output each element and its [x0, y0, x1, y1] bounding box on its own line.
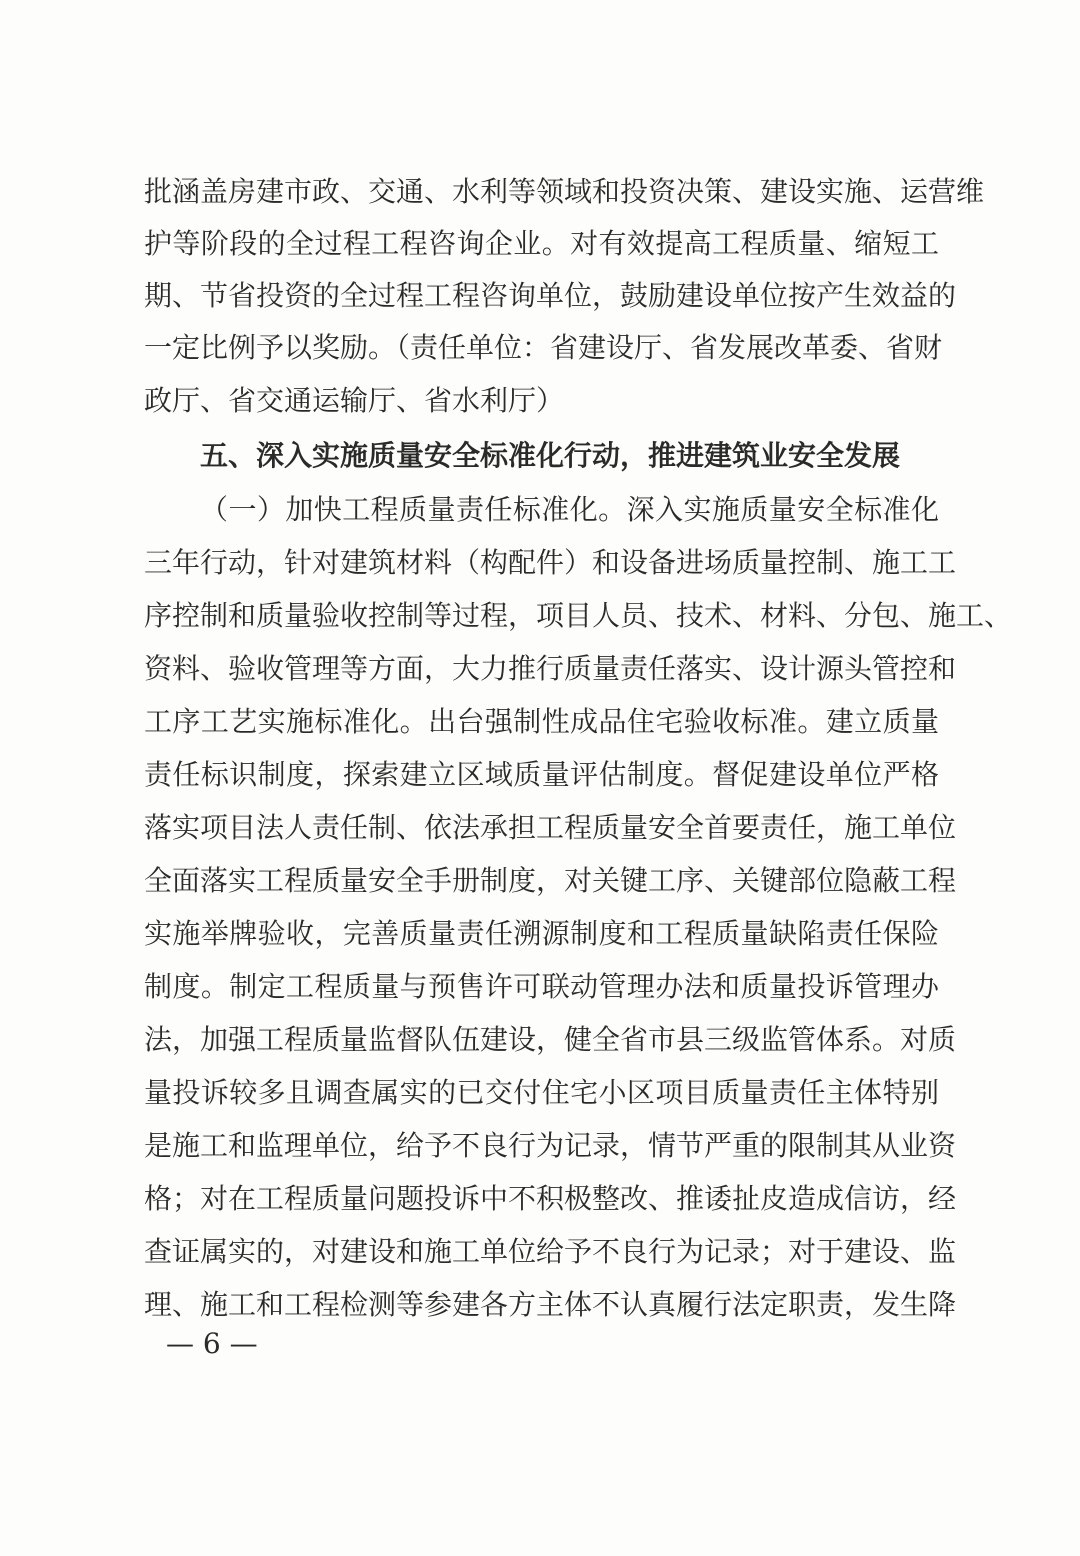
paragraph-line: 三年行动，针对建筑材料（构配件）和设备进场质量控制、施工工 [144, 546, 957, 579]
paragraph-line: 是施工和监理单位，给予不良行为记录，情节严重的限制其从业资 [144, 1129, 957, 1162]
paragraph-line: 查证属实的，对建设和施工单位给予不良行为记录；对于建设、监 [144, 1235, 957, 1268]
paragraph-line: 落实项目法人责任制、依法承担工程质量安全首要责任，施工单位 [144, 811, 957, 844]
paragraph-line: 量投诉较多且调查属实的已交付住宅小区项目质量责任主体特别 [144, 1076, 939, 1109]
paragraph-line: （一）加快工程质量责任标准化。深入实施质量安全标准化 [200, 493, 939, 526]
page-number: — 6 — [166, 1327, 258, 1360]
paragraph-line: 资料、验收管理等方面，大力推行质量责任落实、设计源头管控和 [144, 652, 957, 685]
paragraph-line: 格；对在工程质量问题投诉中不积极整改、推诿扯皮造成信访，经 [144, 1182, 957, 1215]
paragraph-line: 序控制和质量验收控制等过程，项目人员、技术、材料、分包、施工、 [144, 599, 1013, 632]
paragraph-line: 工序工艺实施标准化。出台强制性成品住宅验收标准。建立质量 [144, 705, 939, 738]
paragraph-line: 全面落实工程质量安全手册制度，对关键工序、关键部位隐蔽工程 [144, 864, 957, 897]
paragraph-line: 法，加强工程质量监督队伍建设，健全省市县三级监管体系。对质 [144, 1023, 957, 1056]
paragraph-line: 政厅、省交通运输厅、省水利厅） [144, 384, 565, 417]
paragraph-line: 一定比例予以奖励。（责任单位：省建设厅、省发展改革委、省财 [144, 331, 943, 364]
paragraph-line: 制度。制定工程质量与预售许可联动管理办法和质量投诉管理办 [144, 970, 939, 1003]
paragraph-line: 实施举牌验收，完善质量责任溯源制度和工程质量缺陷责任保险 [144, 917, 939, 950]
paragraph-line: 理、施工和工程检测等参建各方主体不认真履行法定职责，发生降 [144, 1288, 957, 1321]
section-heading: 五、深入实施质量安全标准化行动，推进建筑业安全发展 [200, 439, 901, 472]
paragraph-line: 批涵盖房建市政、交通、水利等领域和投资决策、建设实施、运营维 [144, 175, 985, 208]
paragraph-line: 护等阶段的全过程工程咨询企业。对有效提高工程质量、缩短工 [144, 227, 939, 260]
paragraph-line: 责任标识制度，探索建立区域质量评估制度。督促建设单位严格 [144, 758, 939, 791]
paragraph-line: 期、节省投资的全过程工程咨询单位，鼓励建设单位按产生效益的 [144, 279, 957, 312]
